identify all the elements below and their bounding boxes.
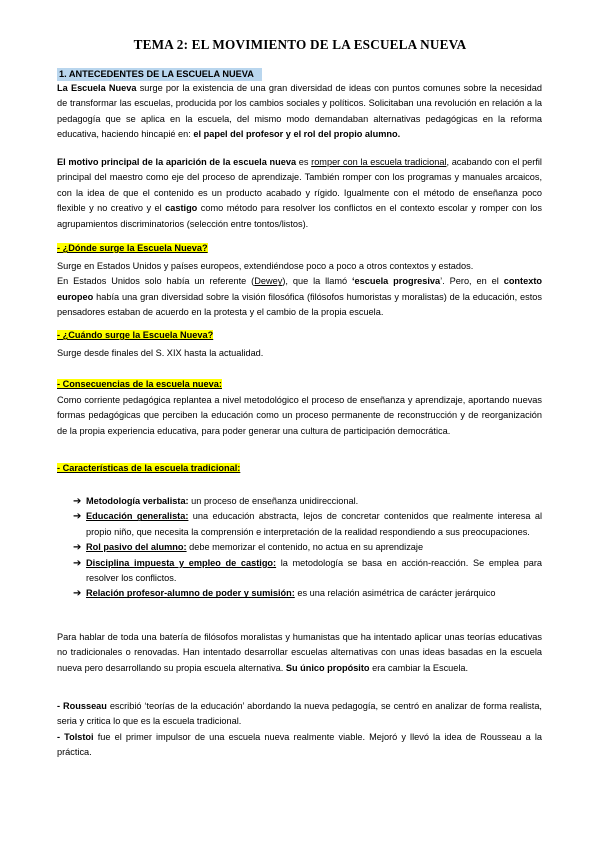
list-term: Metodología verbalista: [86, 496, 189, 506]
lead-term: El motivo principal de la aparición de la escuela nueva [57, 157, 297, 167]
highlighted-heading: - ¿Cuándo surge la Escuela Nueva? [57, 330, 214, 340]
highlighted-heading: - Características de la escuela tradicional: [57, 463, 241, 473]
arrow-icon: ➔ [73, 511, 82, 523]
underlined-text: Dewey [254, 276, 283, 287]
list-item [73, 494, 542, 509]
list-item [73, 586, 542, 601]
emphasis-text: Su único propósito [285, 662, 370, 673]
paragraph-text: escribió ‘teorías de la educación’ abordando la nueva pedagogía, se centró en analizar de forma realista, seria y critica lo que es la escuela tradicional. [57, 701, 542, 727]
author-name: Rousseau [62, 701, 107, 711]
paragraph-when [57, 346, 542, 361]
lead-term: La Escuela Nueva [57, 83, 137, 93]
arrow-icon: ➔ [73, 557, 82, 569]
author-name: Tolstoi [64, 731, 94, 742]
paragraph-text: como método para resolver los conflictos en el contexto escolar y romper con los agrupamientos discriminatorios (selección entre tontos/listos). [57, 203, 542, 229]
question-where-heading [57, 241, 542, 256]
paragraph-motive [57, 155, 542, 232]
arrow-icon: ➔ [73, 542, 82, 554]
list-text: es una relación asimétrica de carácter jerárquico [294, 588, 496, 599]
list-text: la metodología se basa en acción-reacción. Se emplea para resolver los conflictos. [86, 557, 542, 584]
paragraph-authors [57, 699, 542, 761]
list-text: una educación abstracta, lejos de concretar contenidos que realmente interesa al propio niño, que necesita la comprensión e interpretación de la realidad respondiendo a sus preocupaciones. [86, 511, 542, 537]
page-title: TEMA 2: EL MOVIMIENTO DE LA ESCUELA NUEVA [133, 37, 467, 52]
list-item [73, 540, 542, 555]
paragraph-philosophers [57, 630, 542, 676]
list-term: Disciplina impuesta y empleo de castigo: [86, 557, 277, 568]
paragraph-text: Surge desde finales del S. XIX hasta la actualidad. [57, 348, 264, 358]
paragraph-text: es [296, 157, 312, 167]
arrow-icon: ➔ [73, 496, 82, 507]
paragraph-text: surge por la existencia de una gran diversidad de ideas con puntos comunes sobre la necesidad de transformar las escuelas, producida por los cambios sociales y políticos. Solicitaban una revolución en relación a la pedagogía que se aplica en la escuela, del mismo modo demandaban alternativas pedagógicas en la reforma educativa, haciendo hincapié en: [57, 83, 542, 140]
emphasis-text: contexto europeo [57, 276, 542, 302]
paragraph-consequences [57, 393, 542, 439]
paragraph-intro [57, 81, 542, 143]
consequences-heading [57, 377, 542, 392]
list-term: Relación profesor-alumno de poder y sumisión: [86, 588, 295, 599]
list-term: Educación generalista: [86, 511, 189, 522]
list-term: Rol pasivo del alumno: [86, 542, 187, 553]
dash: - [57, 701, 63, 711]
dash: - [57, 731, 65, 742]
paragraph-text: Para hablar de toda una batería de filósofos moralistas y humanistas que ha intentado aplicar unas teorías educativas no tradicionales o renovadas. Han intentado desarrollar escuelas alternativas con unas ideas basadas en la escuela nueva pero desarrollando su propia escuela alternativa. [57, 632, 542, 673]
paragraph-text: , acabando con el perfil principal del maestro como eje del proceso de aprendizaje. También romper con los programas y manuales arcaicos, con la idea de que el contenido es un producto acabado y rígido. Igualmente con el método de enseñanza poco flexible y no creativo y el [57, 157, 542, 214]
paragraph-text: había una gran diversidad sobre la visión filosófica (filósofos humoristas y moralistas) de la educación, estos pensadores estaban de acuerdo en la protesta y el cambio de la propia escuela. [57, 291, 542, 318]
paragraph-text: era cambiar la Escuela. [369, 662, 469, 673]
list-item [73, 509, 542, 540]
characteristics-list [73, 494, 542, 602]
paragraph-text: ’. Pero, en el [440, 276, 504, 287]
highlighted-heading: - Consecuencias de la escuela nueva: [57, 379, 222, 389]
paragraph-text: ), que la llamó [282, 276, 352, 287]
paragraph-text: Como corriente pedagógica replantea a nivel metodológico el proceso de enseñanza y aprendizaje, aportando nuevas formas pedagógicas que perciben la educación como un proceso permanente de reconstrucción y de reorganización de la propia experiencia educativa, para poder generar una cultura de participación democrática. [57, 395, 542, 436]
section-heading-label: 1. ANTECEDENTES DE LA ESCUELA NUEVA [57, 68, 262, 81]
paragraph-text: En Estados Unidos solo había un referente ( [57, 276, 255, 287]
list-text: debe memorizar el contenido, no actua en su aprendizaje [186, 542, 424, 553]
underlined-text: romper con la escuela tradicional [311, 157, 447, 167]
highlighted-heading: - ¿Dónde surge la Escuela Nueva? [57, 243, 208, 253]
paragraph-text: fue el primer impulsor de una escuela nueva realmente viable. Mejoró y llevó la idea de Rousseau a la práctica. [57, 731, 542, 758]
question-when-heading [57, 328, 542, 343]
emphasis-text: ‘escuela progresiva [352, 276, 441, 287]
arrow-icon: ➔ [73, 588, 82, 600]
emphasis-text: castigo [165, 203, 198, 214]
paragraph-text: Surge en Estados Unidos y países europeos, extendiéndose poco a poco a otros contextos y estados. [57, 261, 474, 271]
list-text: un proceso de enseñanza unidireccional. [188, 496, 359, 506]
emphasis-text: el papel del profesor y el rol del propio alumno. [193, 129, 401, 140]
list-item [73, 556, 542, 587]
paragraph-where [57, 259, 542, 321]
characteristics-heading [57, 461, 542, 476]
